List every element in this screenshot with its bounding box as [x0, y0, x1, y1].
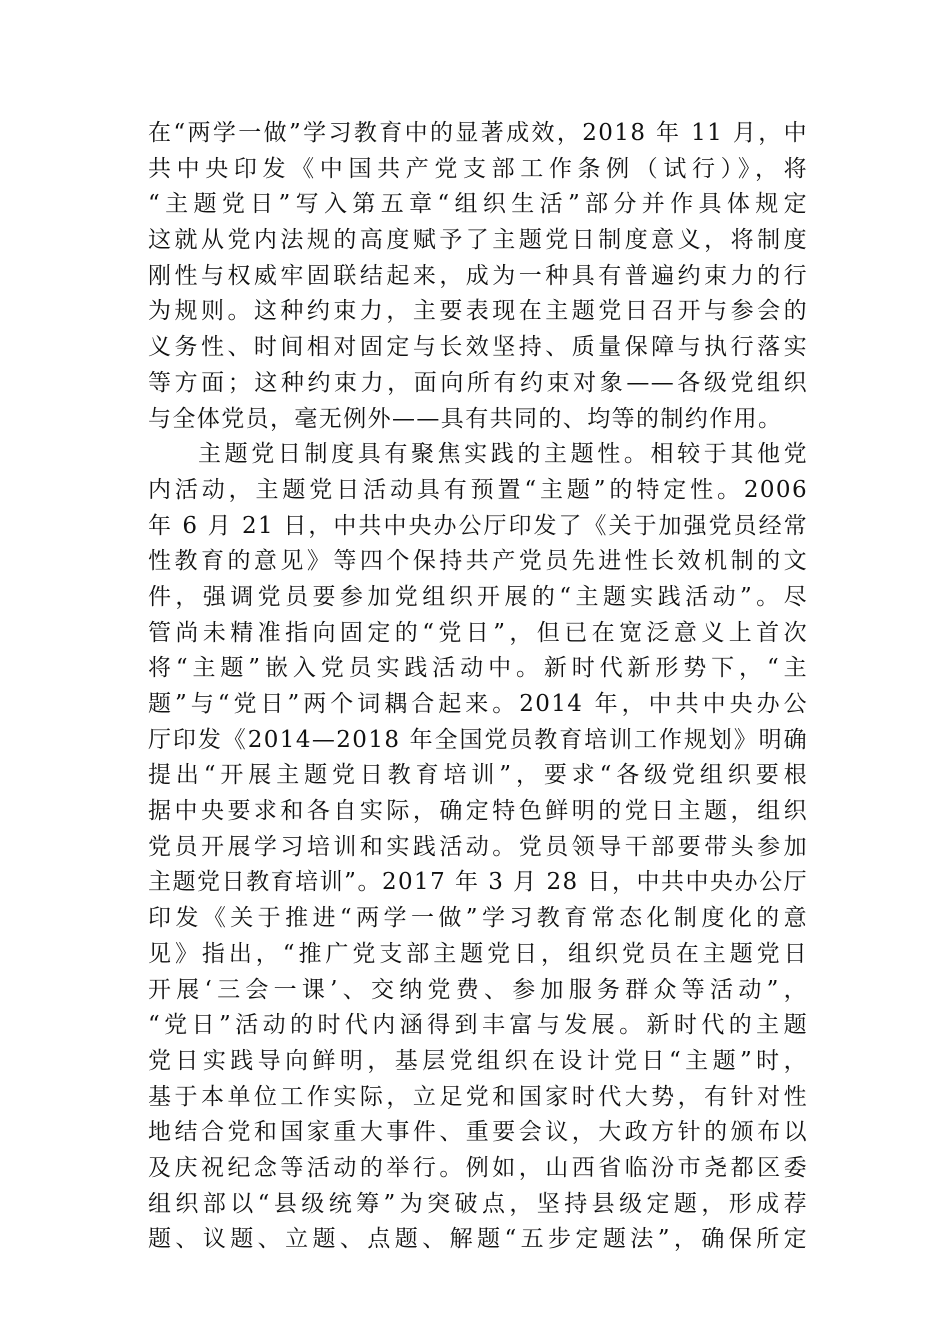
text-line: 厅印发《2014—2018 年全国党员教育培训工作规划》明确 — [148, 726, 808, 753]
text-line: 据中央要求和各自实际，确定特色鲜明的党日主题，组织 — [148, 798, 808, 825]
text-line: 年 6 月 21 日，中共中央办公厅印发了《关于加强党员经常 — [148, 512, 808, 539]
text-line: 开展‘三会一课’、交纳党费、参加服务群众等活动”， — [148, 976, 808, 1003]
text-line: 印发《关于推进“两学一做”学习教育常态化制度化的意 — [148, 905, 808, 932]
text-line: 基于本单位工作实际，立足党和国家时代大势，有针对性 — [148, 1083, 808, 1110]
text-line: “党日”活动的时代内涵得到丰富与发展。新时代的主题 — [148, 1012, 808, 1039]
text-line: 共中央印发《中国共产党支部工作条例（试行）》，将 — [148, 155, 808, 182]
text-line: 刚性与权威牢固联结起来，成为一种具有普遍约束力的行 — [148, 262, 808, 289]
text-line: 及庆祝纪念等活动的举行。例如，山西省临汾市尧都区委 — [148, 1154, 808, 1181]
text-line: 等方面；这种约束力，面向所有约束对象——各级党组织 — [148, 369, 808, 396]
paragraph-first-line: 主题党日制度具有聚焦实践的主题性。相较于其他党 — [198, 441, 808, 468]
text-line: 党员开展学习培训和实践活动。党员领导干部要带头参加 — [148, 833, 808, 860]
text-line: 件，强调党员要参加党组织开展的“主题实践活动”。尽 — [148, 583, 808, 610]
text-line: 义务性、时间相对固定与长效坚持、质量保障与执行落实 — [148, 334, 808, 361]
text-line: 题”与“党日”两个词耦合起来。2014 年，中共中央办公 — [148, 691, 808, 717]
text-line: 内活动，主题党日活动具有预置“主题”的特定性。2006 — [148, 476, 808, 503]
text-line: 与全体党员，毫无例外——具有共同的、均等的制约作用。 — [148, 405, 783, 432]
text-line: 这就从党内法规的高度赋予了主题党日制度意义，将制度 — [148, 227, 808, 254]
text-line: 性教育的意见》等四个保持共产党员先进性长效机制的文 — [148, 548, 808, 575]
body-text — [148, 116, 808, 1258]
text-line: 管尚未精准指向固定的“党日”，但已在宽泛意义上首次 — [148, 619, 808, 646]
text-line: 组织部以“县级统筹”为突破点，坚持县级定题，形成荐 — [148, 1190, 808, 1217]
text-line: 在“两学一做”学习教育中的显著成效，2018 年 11 月，中 — [148, 120, 808, 146]
text-line: 地结合党和国家重大事件、重要会议，大政方针的颁布以 — [148, 1119, 808, 1146]
text-line: 为规则。这种约束力，主要表现在主题党日召开与参会的 — [148, 298, 808, 325]
text-line: 见》指出，“推广党支部主题党日，组织党员在主题党日 — [148, 940, 808, 967]
text-line: 主题党日教育培训”。2017 年 3 月 28 日，中共中央办公厅 — [148, 869, 808, 896]
text-line: 将“主题”嵌入党员实践活动中。新时代新形势下，“主 — [148, 655, 808, 682]
text-line: 党日实践导向鲜明，基层党组织在设计党日“主题”时， — [148, 1047, 808, 1074]
text-line: “主题党日”写入第五章“组织生活”部分并作具体规定 — [148, 191, 808, 218]
text-line: 题、议题、立题、点题、解题“五步定题法”，确保所定 — [148, 1226, 808, 1253]
text-line: 提出“开展主题党日教育培训”，要求“各级党组织要根 — [148, 762, 808, 789]
